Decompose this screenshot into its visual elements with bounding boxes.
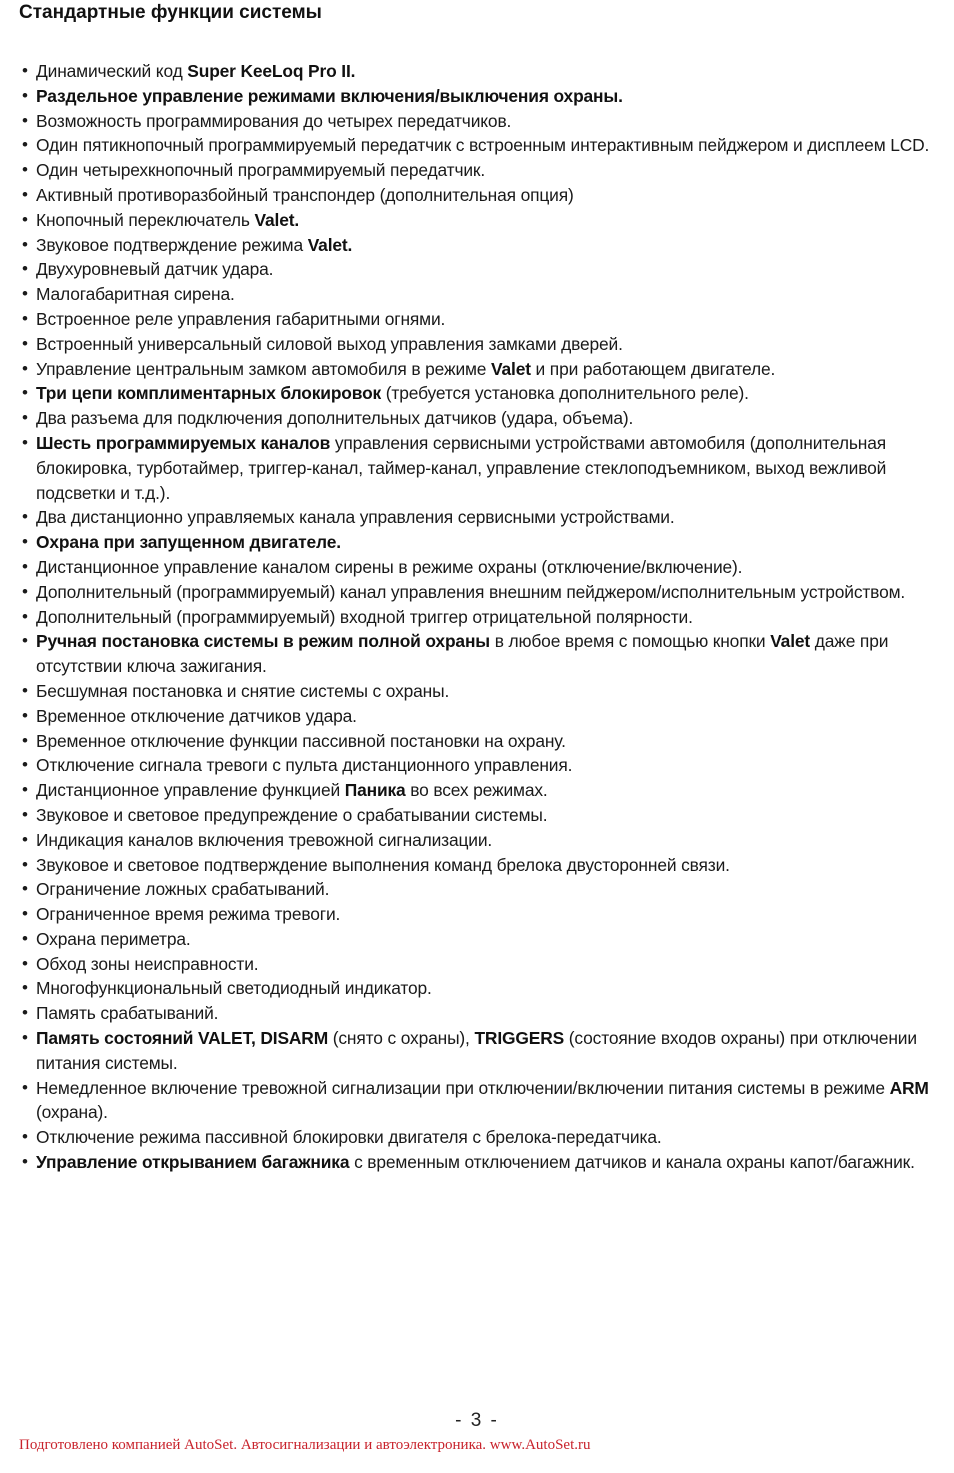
feature-text: Один пятикнопочный программируемый передатчик с встроенным интерактивным пейджером и дисплеем LCD.: [36, 135, 930, 156]
page-number: - 3 -: [455, 1410, 499, 1431]
feature-item: [0, 505, 954, 530]
feature-item: [0, 59, 954, 84]
feature-text-bold: TRIGGERS: [474, 1028, 565, 1049]
bullet-icon: •: [22, 507, 28, 527]
bullet-icon: •: [22, 854, 28, 874]
feature-text: Встроенное реле управления габаритными огнями.: [36, 308, 446, 329]
feature-text: во всех режимах.: [405, 780, 548, 801]
feature-text: Двухуровневый датчик удара.: [36, 259, 274, 280]
bullet-icon: •: [22, 829, 28, 849]
feature-item: [0, 158, 954, 183]
bullet-icon: •: [22, 730, 28, 750]
feature-text-bold: Valet.: [307, 234, 353, 255]
feature-text: Ограничение ложных срабатываний.: [36, 879, 330, 900]
page-title: Стандартные функции системы: [19, 2, 322, 23]
feature-item: [0, 952, 954, 977]
feature-text: Отключение сигнала тревоги с пульта дистанционного управления.: [36, 755, 573, 776]
bullet-icon: •: [22, 780, 28, 800]
feature-item: [0, 753, 954, 778]
bullet-icon: •: [22, 755, 28, 775]
bullet-icon: •: [22, 879, 28, 899]
feature-text: (охрана).: [36, 1102, 108, 1123]
feature-item: [0, 704, 954, 729]
feature-item: [0, 927, 954, 952]
feature-item: [0, 555, 954, 580]
bullet-icon: •: [22, 110, 28, 130]
bullet-icon: •: [22, 284, 28, 304]
feature-item: [0, 976, 954, 1001]
feature-text-bold: Паника: [344, 780, 406, 801]
feature-list: [0, 59, 954, 1175]
feature-item: [0, 828, 954, 853]
bullet-icon: •: [22, 928, 28, 948]
feature-text: Дополнительный (программируемый) канал управления внешним пейджером/исполнительным устройством.: [36, 581, 906, 602]
bullet-icon: •: [22, 234, 28, 254]
feature-text: даже при отсутствии ключа зажигания.: [36, 631, 889, 677]
feature-item: [0, 629, 954, 679]
bullet-icon: •: [22, 581, 28, 601]
feature-text: Два дистанционно управляемых канала управления сервисными устройствами.: [36, 507, 675, 528]
bullet-icon: •: [22, 1127, 28, 1147]
feature-text: Активный противоразбойный транспондер (дополнительная опция): [36, 184, 574, 205]
feature-text: Звуковое подтверждение режима: [36, 234, 308, 255]
feature-item: [0, 282, 954, 307]
feature-text: Ограниченное время режима тревоги.: [36, 904, 341, 925]
feature-item: [0, 530, 954, 555]
feature-text: Звуковое и световое подтверждение выполнения команд брелока двусторонней связи.: [36, 854, 730, 875]
feature-text-bold: Valet: [491, 358, 531, 379]
feature-item: [0, 406, 954, 431]
bullet-icon: •: [22, 1077, 28, 1097]
feature-text: Отключение режима пассивной блокировки двигателя с брелока-передатчика.: [36, 1127, 662, 1148]
feature-text: Временное отключение функции пассивной постановки на охрану.: [36, 730, 566, 751]
feature-text-bold: Раздельное управление режимами включения/выключения охраны.: [36, 85, 623, 106]
bullet-icon: •: [22, 383, 28, 403]
bullet-icon: •: [22, 85, 28, 105]
feature-item: [0, 332, 954, 357]
bullet-icon: •: [22, 631, 28, 651]
bullet-icon: •: [22, 680, 28, 700]
bullet-icon: •: [22, 408, 28, 428]
bullet-icon: •: [22, 705, 28, 725]
feature-text-bold: Память состояний VALET, DISARM: [36, 1028, 329, 1049]
feature-text-bold: Super KeeLoq Pro II.: [187, 61, 356, 81]
feature-text-bold: Ручная постановка системы в режим полной охраны: [36, 631, 491, 652]
feature-text: Возможность программирования до четырех передатчиков.: [36, 110, 512, 131]
bullet-icon: •: [22, 160, 28, 180]
feature-text: Два разъема для подключения дополнительных датчиков (удара, объема).: [36, 408, 634, 429]
feature-item: [0, 133, 954, 158]
feature-item: [0, 84, 954, 109]
feature-text: Обход зоны неисправности.: [36, 953, 259, 974]
feature-text: с временным отключением датчиков и канала охраны капот/багажник.: [349, 1152, 915, 1173]
feature-text: (состояние входов охраны) при отключении питания системы.: [36, 1028, 917, 1073]
feature-text: в любое время с помощью кнопки: [490, 631, 771, 652]
feature-text: Дополнительный (программируемый) входной триггер отрицательной полярности.: [36, 606, 693, 627]
feature-text: Один четырехкнопочный программируемый передатчик.: [36, 160, 486, 181]
feature-item: [0, 853, 954, 878]
bullet-icon: •: [22, 1028, 28, 1048]
bullet-icon: •: [22, 333, 28, 353]
feature-text-bold: Шесть программируемых каналов: [36, 432, 331, 453]
bullet-icon: •: [22, 308, 28, 328]
feature-text-bold: Управление открыванием багажника: [36, 1152, 350, 1173]
feature-item: [0, 208, 954, 233]
feature-text: Малогабаритная сирена.: [36, 284, 235, 305]
feature-text: Временное отключение датчиков удара.: [36, 705, 357, 726]
feature-item: [0, 357, 954, 382]
feature-text: Память срабатываний.: [36, 1003, 219, 1024]
feature-item: [0, 1001, 954, 1026]
feature-text-bold: Охрана при запущенном двигателе.: [36, 532, 341, 553]
feature-item: [0, 1125, 954, 1150]
bullet-icon: •: [22, 259, 28, 279]
feature-item: [0, 183, 954, 208]
feature-item: [0, 109, 954, 134]
feature-text: Дистанционное управление каналом сирены в режиме охраны (отключение/включение).: [36, 556, 743, 577]
bullet-icon: •: [22, 556, 28, 576]
bullet-icon: •: [22, 209, 28, 229]
feature-text: Многофункциональный светодиодный индикатор.: [36, 978, 432, 999]
bullet-icon: •: [22, 606, 28, 626]
feature-text: Немедленное включение тревожной сигнализации при отключении/включении питания системы в режиме: [36, 1077, 890, 1098]
bullet-icon: •: [22, 184, 28, 204]
feature-text: (снято с охраны),: [328, 1028, 475, 1049]
feature-item: [0, 1076, 954, 1126]
feature-text-bold: ARM: [889, 1077, 929, 1098]
feature-text: Кнопочный переключатель: [36, 209, 255, 230]
feature-item: [0, 605, 954, 630]
feature-text: Управление центральным замком автомобиля в режиме: [36, 358, 492, 379]
bullet-icon: •: [22, 804, 28, 824]
feature-text: и при работающем двигателе.: [530, 358, 776, 379]
bullet-icon: •: [22, 61, 28, 80]
bullet-icon: •: [22, 532, 28, 552]
feature-item: [0, 679, 954, 704]
feature-text: Звуковое и световое предупреждение о срабатывании системы.: [36, 804, 548, 825]
bullet-icon: •: [22, 978, 28, 998]
feature-item: [0, 233, 954, 258]
feature-item: [0, 778, 954, 803]
feature-text: Бесшумная постановка и снятие системы с охраны.: [36, 680, 450, 701]
feature-text-bold: Три цепи комплиментарных блокировок: [36, 383, 382, 404]
feature-text: Динамический код: [36, 61, 188, 81]
bullet-icon: •: [22, 904, 28, 924]
footer-credit: Подготовлено компанией AutoSet. Автосигнализации и автоэлектроника. www.AutoSet.ru: [19, 1437, 591, 1453]
bullet-icon: •: [22, 1003, 28, 1023]
feature-item: [0, 902, 954, 927]
feature-item: [0, 803, 954, 828]
feature-item: [0, 257, 954, 282]
feature-item: [0, 381, 954, 406]
feature-text: (требуется установка дополнительного реле).: [381, 383, 749, 404]
bullet-icon: •: [22, 432, 28, 452]
bullet-icon: •: [22, 358, 28, 378]
feature-text: управления сервисными устройствами автомобиля (дополнительная блокировка, турботаймер, триггер-канал, таймер-канал, управление стеклоподъемником, выход вежливой подсветки и т.д.).: [36, 432, 887, 503]
bullet-icon: •: [22, 135, 28, 155]
feature-text-bold: Valet.: [254, 209, 300, 230]
feature-text: Встроенный универсальный силовой выход управления замками дверей.: [36, 333, 623, 354]
feature-text: Индикация каналов включения тревожной сигнализации.: [36, 829, 493, 850]
feature-item: [0, 307, 954, 332]
feature-text: Охрана периметра.: [36, 928, 191, 949]
feature-item: [0, 877, 954, 902]
feature-item: [0, 580, 954, 605]
feature-text: Дистанционное управление функцией: [36, 780, 345, 801]
bullet-icon: •: [22, 1152, 28, 1172]
feature-item: [0, 729, 954, 754]
feature-text-bold: Valet: [770, 631, 811, 652]
feature-item: [0, 1150, 954, 1175]
bullet-icon: •: [22, 953, 28, 973]
feature-item: [0, 431, 954, 505]
feature-item: [0, 1026, 954, 1076]
